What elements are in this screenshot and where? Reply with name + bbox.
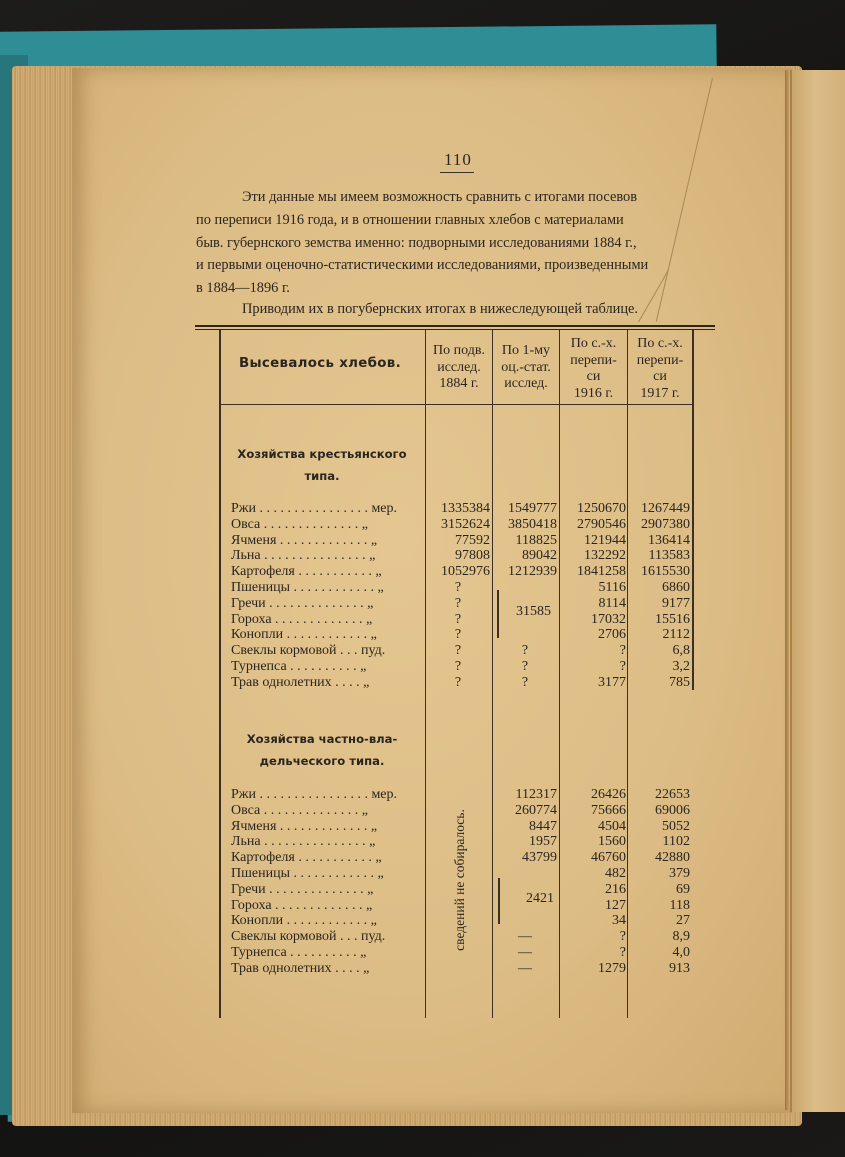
table-cell-c4: 69006 <box>655 802 690 818</box>
header-text: оц.-стат. <box>501 359 551 375</box>
table-cell-c1: ? <box>454 611 462 627</box>
table-cell-c1: 1335384 <box>441 501 490 516</box>
row-label: Трав однолетних . . . . „ <box>231 960 370 976</box>
section-title-line: Хозяйства крестьянского <box>237 447 407 461</box>
table-cell-c4: 8,9 <box>672 929 690 945</box>
table-cell-c4: 27 <box>676 913 690 929</box>
header-text: исслед. <box>437 359 481 375</box>
merge-bracket <box>498 878 500 924</box>
table-cell-c2: ? <box>521 674 529 690</box>
paragraph-line: и первыми оценочно-статистическими исследованиями, произведенными <box>196 257 649 274</box>
table-border-right <box>692 330 694 690</box>
table-cell-c4: 913 <box>669 960 690 976</box>
row-label: Турнепса . . . . . . . . . . „ <box>231 945 367 960</box>
header-text: перепи- <box>570 352 617 368</box>
row-label: Овса . . . . . . . . . . . . . . „ <box>231 516 368 532</box>
table-cell-c2: ? <box>521 659 529 674</box>
table-cell-c4: 22653 <box>655 787 690 802</box>
table-cell-c3: 2790546 <box>577 516 626 532</box>
merge-bracket <box>497 590 499 638</box>
table-cell-c1: ? <box>454 595 462 611</box>
row-label: Трав однолетних . . . . „ <box>231 674 370 690</box>
table-cell-c1: ? <box>454 627 462 643</box>
table-cell-c1: ? <box>454 580 462 595</box>
table-cell-c2: — <box>518 945 532 960</box>
row-label: Ячменя . . . . . . . . . . . . . „ <box>231 532 378 548</box>
page-number-rule <box>440 172 474 173</box>
table-cell-c3: 216 <box>605 881 626 897</box>
section-title-line: типа. <box>304 469 340 483</box>
table-top-rule-thin <box>195 329 715 330</box>
table-cell-c3: 1250670 <box>577 501 626 516</box>
header-text: 1917 г. <box>640 385 680 401</box>
header-rule <box>220 404 692 405</box>
row-label: Гороха . . . . . . . . . . . . . „ <box>231 611 373 627</box>
column-note <box>449 790 471 970</box>
row-label: Свеклы кормовой . . . пуд. <box>231 929 386 945</box>
paragraph-line: Эти данные мы имеем возможность сравнить с итогами посевов <box>242 189 638 205</box>
section-title-line: дельческого типа. <box>259 754 385 768</box>
header-text: си <box>653 369 667 384</box>
table-cell-c2: 118825 <box>515 532 557 548</box>
table-cell-c1: 3152624 <box>441 516 490 532</box>
table-cell-c2: 112317 <box>515 787 557 802</box>
table-cell-c2: 43799 <box>522 850 557 866</box>
section-title-private <box>222 728 422 772</box>
table-cell-c3: 482 <box>605 866 626 881</box>
header-col1 <box>426 343 492 393</box>
table-cell-c4: 785 <box>669 674 690 690</box>
table-cell-c3: ? <box>619 643 626 659</box>
table-cell-c4: 15516 <box>655 611 690 627</box>
table-cell-c4: 3,2 <box>672 659 690 674</box>
row-label: Овса . . . . . . . . . . . . . . „ <box>231 802 368 818</box>
table-cell-c2: — <box>518 929 532 945</box>
table-cell-c4: 136414 <box>648 532 690 548</box>
table-cell-c1: ? <box>454 643 462 659</box>
table-cell-c3: ? <box>619 929 626 945</box>
table-cell-c3: 5116 <box>598 580 626 595</box>
row-label: Гороха . . . . . . . . . . . . . „ <box>231 897 373 913</box>
row-label: Льна . . . . . . . . . . . . . . . „ <box>231 548 376 564</box>
header-text: По подв. <box>433 343 485 358</box>
table-cell-c2: 89042 <box>522 548 557 564</box>
paragraph-line: быв. губернского земства именно: подворными исследованиями 1884 г., <box>196 234 637 251</box>
table-cell-c3: 8114 <box>598 595 626 611</box>
table-cell-c2: 8447 <box>529 818 557 834</box>
paragraph <box>196 186 716 300</box>
row-label: Картофеля . . . . . . . . . . . „ <box>231 850 382 866</box>
header-text: 1916 г. <box>573 385 614 401</box>
table-top-rule <box>195 325 715 327</box>
table-cell-c1: 77592 <box>455 532 490 548</box>
table-cell-c3: 3177 <box>598 674 626 690</box>
table-cell-c3: 132292 <box>584 548 626 564</box>
page-crease <box>785 70 789 1110</box>
header-text: исслед. <box>504 376 548 391</box>
table-cell-c4: 6860 <box>662 580 690 595</box>
table-cell-c2: 1212939 <box>508 564 557 580</box>
table-cell-c3: 4504 <box>598 818 626 834</box>
table-cell-c3: 1279 <box>598 960 626 976</box>
row-label: Турнепса . . . . . . . . . . „ <box>231 659 367 674</box>
table-intro: Приводим их в погубернских итогах в нижеследующей таблице. <box>242 301 639 317</box>
table-cell-c4: 69 <box>676 881 690 897</box>
table-cell-c3: 2706 <box>598 627 626 643</box>
row-label: Пшеницы . . . . . . . . . . . . „ <box>231 580 384 595</box>
table-cell-c3: 75666 <box>591 802 626 818</box>
table-cell-c4: 2907380 <box>641 516 690 532</box>
table-cell-c2: ? <box>521 643 529 659</box>
paragraph-line: в 1884—1896 г. <box>196 280 290 297</box>
table-cell-c1: ? <box>454 674 462 690</box>
header-crop: Высевалось хлебов. <box>239 356 401 371</box>
table-border-left <box>219 330 221 1018</box>
row-label: Ячменя . . . . . . . . . . . . . „ <box>231 818 378 834</box>
row-label: Ржи . . . . . . . . . . . . . . . . мер. <box>231 787 398 802</box>
table-cell-c2: 1549777 <box>508 501 557 516</box>
table-cell-c3: 34 <box>612 913 626 929</box>
table-cell-c4: 1102 <box>662 834 690 850</box>
header-text: По с.-х. <box>570 336 617 351</box>
table-cell-c4: 1267449 <box>641 501 690 516</box>
table-cell-c1: ? <box>454 659 462 674</box>
table-cell-c4: 42880 <box>655 850 690 866</box>
paragraph-line: по переписи 1916 года, и в отношении главных хлебов с материалами <box>196 211 624 228</box>
header-text: перепи- <box>636 352 684 368</box>
table-cell-c4: 118 <box>669 897 690 913</box>
table-cell-c4: 9177 <box>662 595 690 611</box>
row-label: Свеклы кормовой . . . пуд. <box>231 643 386 659</box>
merged-value: 2421 <box>526 891 554 906</box>
header-text: По с.-х. <box>637 336 683 351</box>
table-cell-c3: 127 <box>605 897 626 913</box>
row-label: Ржи . . . . . . . . . . . . . . . . мер. <box>231 501 398 516</box>
table-cell-c2: 3850418 <box>508 516 557 532</box>
header-col3 <box>560 336 627 402</box>
table-cell-c1: 1052976 <box>441 564 490 580</box>
table-cell-c2: 1957 <box>529 834 557 850</box>
header-col4 <box>628 336 692 402</box>
table-cell-c2: — <box>518 960 532 976</box>
header-text: По 1-му <box>501 343 551 358</box>
table-cell-c4: 1615530 <box>641 564 690 580</box>
table-cell-c4: 4,0 <box>672 945 690 960</box>
header-text: 1884 г. <box>439 376 479 391</box>
table-cell-c3: 26426 <box>591 787 626 802</box>
row-label: Гречи . . . . . . . . . . . . . . „ <box>231 881 374 897</box>
table-cell-c4: 5052 <box>662 818 690 834</box>
section-title-line: Хозяйства частно-вла- <box>246 732 398 746</box>
column-note-text: сведений не собиралось. <box>452 809 467 951</box>
row-label: Конопли . . . . . . . . . . . . „ <box>231 627 377 643</box>
table-cell-c4: 379 <box>669 866 690 881</box>
row-label: Картофеля . . . . . . . . . . . „ <box>231 564 382 580</box>
table-cell-c3: 17032 <box>591 611 626 627</box>
next-page-edge <box>790 70 845 1112</box>
table-cell-c4: 6,8 <box>672 643 690 659</box>
page-number: 110 <box>444 150 472 169</box>
table-cell-c4: 2112 <box>662 627 690 643</box>
table-cell-c3: 1841258 <box>577 564 626 580</box>
header-text: си <box>586 369 601 384</box>
table-cell-c4: 113583 <box>648 548 690 564</box>
header-col2 <box>493 343 559 393</box>
row-label: Льна . . . . . . . . . . . . . . . „ <box>231 834 376 850</box>
table-cell-c1: 97808 <box>455 548 490 564</box>
table-cell-c2: 260774 <box>515 802 557 818</box>
merged-value: 31585 <box>516 604 551 619</box>
row-label: Гречи . . . . . . . . . . . . . . „ <box>231 595 374 611</box>
row-label: Конопли . . . . . . . . . . . . „ <box>231 913 377 929</box>
table-cell-c3: ? <box>619 945 626 960</box>
table-cell-c3: ? <box>619 659 626 674</box>
row-label: Пшеницы . . . . . . . . . . . . „ <box>231 866 384 881</box>
table-cell-c3: 121944 <box>584 532 626 548</box>
table-cell-c3: 46760 <box>591 850 626 866</box>
section-title-peasant <box>222 443 422 487</box>
table-cell-c3: 1560 <box>598 834 626 850</box>
